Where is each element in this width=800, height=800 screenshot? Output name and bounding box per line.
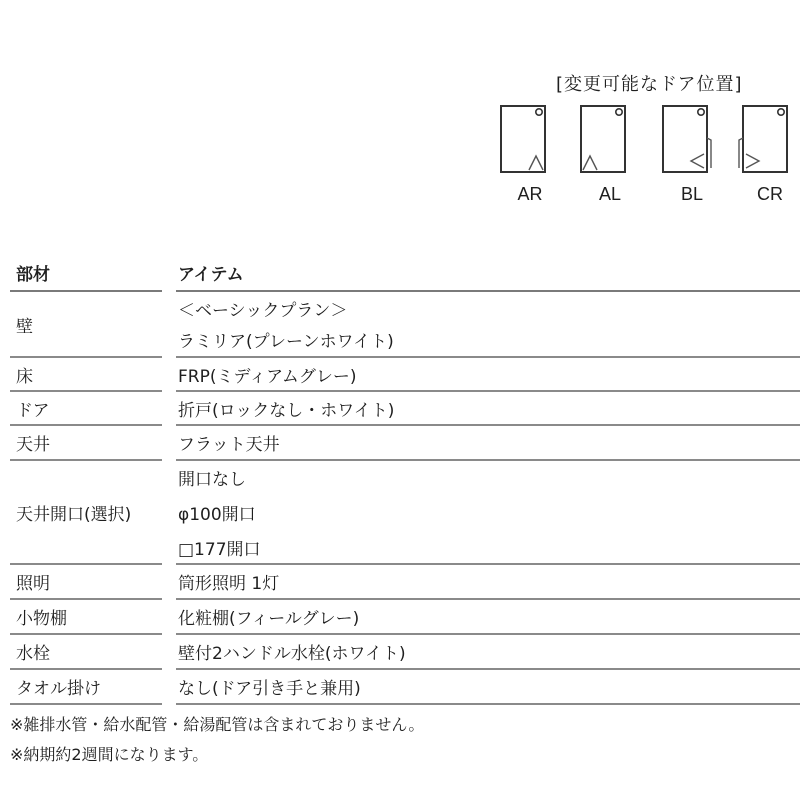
item-cell: [178, 635, 800, 668]
header-item-label: アイテム: [178, 265, 244, 285]
spec-table: [10, 255, 800, 705]
item-line: ＜ベーシックプラン＞: [178, 301, 348, 321]
part-cell: 床: [16, 366, 33, 387]
part-cell: タオル掛け: [16, 679, 101, 699]
item-cell: [178, 565, 800, 598]
item-line: □177開口: [178, 539, 261, 560]
item-cell: [178, 426, 800, 459]
table-row: [10, 565, 800, 600]
item-line: FRP(ミディアムグレー): [178, 366, 357, 387]
door-ar-icon: [498, 104, 548, 176]
part-cell: 照明: [16, 574, 50, 594]
header-item: [178, 255, 800, 290]
item-line: φ100開口: [178, 504, 256, 525]
header-part: 部材: [16, 265, 50, 285]
table-row: [10, 461, 800, 565]
door-code-al: AL: [598, 184, 622, 204]
door-position-title: [変更可能なドア位置]: [556, 74, 743, 95]
item-cell: [178, 292, 800, 356]
table-row: [10, 292, 800, 358]
door-bl-icon: [660, 104, 714, 176]
part-cell: ドア: [16, 400, 50, 421]
item-cell: [178, 600, 800, 633]
footnotes: [10, 710, 424, 770]
table-header-row: [10, 255, 800, 292]
door-code-cr: CR: [757, 184, 783, 204]
item-line: 化粧棚(フィールグレー): [178, 609, 360, 629]
door-option-ar: [498, 104, 562, 209]
item-line: 筒形照明 1灯: [178, 574, 280, 594]
table-row: [10, 426, 800, 461]
door-option-bl: [660, 104, 724, 209]
door-option-cr: [738, 104, 800, 209]
door-position-options: [498, 104, 798, 214]
item-cell: [178, 670, 800, 703]
part-cell: 天井開口(選択): [16, 504, 132, 525]
part-cell: 壁: [16, 316, 33, 337]
item-line: なし(ドア引き手と兼用): [178, 679, 361, 699]
item-cell: [178, 461, 800, 563]
item-line: フラット天井: [178, 435, 280, 455]
part-cell: 水栓: [16, 644, 50, 664]
item-line: ラミリア(プレーンホワイト): [178, 332, 394, 352]
table-row: [10, 600, 800, 635]
door-option-al: [578, 104, 642, 209]
door-code-ar: AR: [517, 184, 543, 204]
item-cell: [178, 392, 800, 424]
table-row: [10, 392, 800, 426]
table-row: [10, 358, 800, 392]
door-code-bl: BL: [680, 184, 704, 204]
footnote: ※雑排水管・給水配管・給湯配管は含まれておりません。: [10, 715, 425, 734]
item-line: 開口なし: [178, 469, 246, 490]
part-cell: 天井: [16, 435, 50, 455]
table-row: [10, 670, 800, 705]
item-line: 折戸(ロックなし・ホワイト): [178, 400, 395, 421]
door-al-icon: [578, 104, 628, 176]
footnote: ※納期約2週間になります。: [10, 745, 209, 764]
table-row: [10, 635, 800, 670]
item-line: 壁付2ハンドル水栓(ホワイト): [178, 644, 406, 664]
part-cell: 小物棚: [16, 609, 67, 629]
item-cell: [178, 358, 800, 390]
door-cr-icon: [738, 104, 792, 176]
